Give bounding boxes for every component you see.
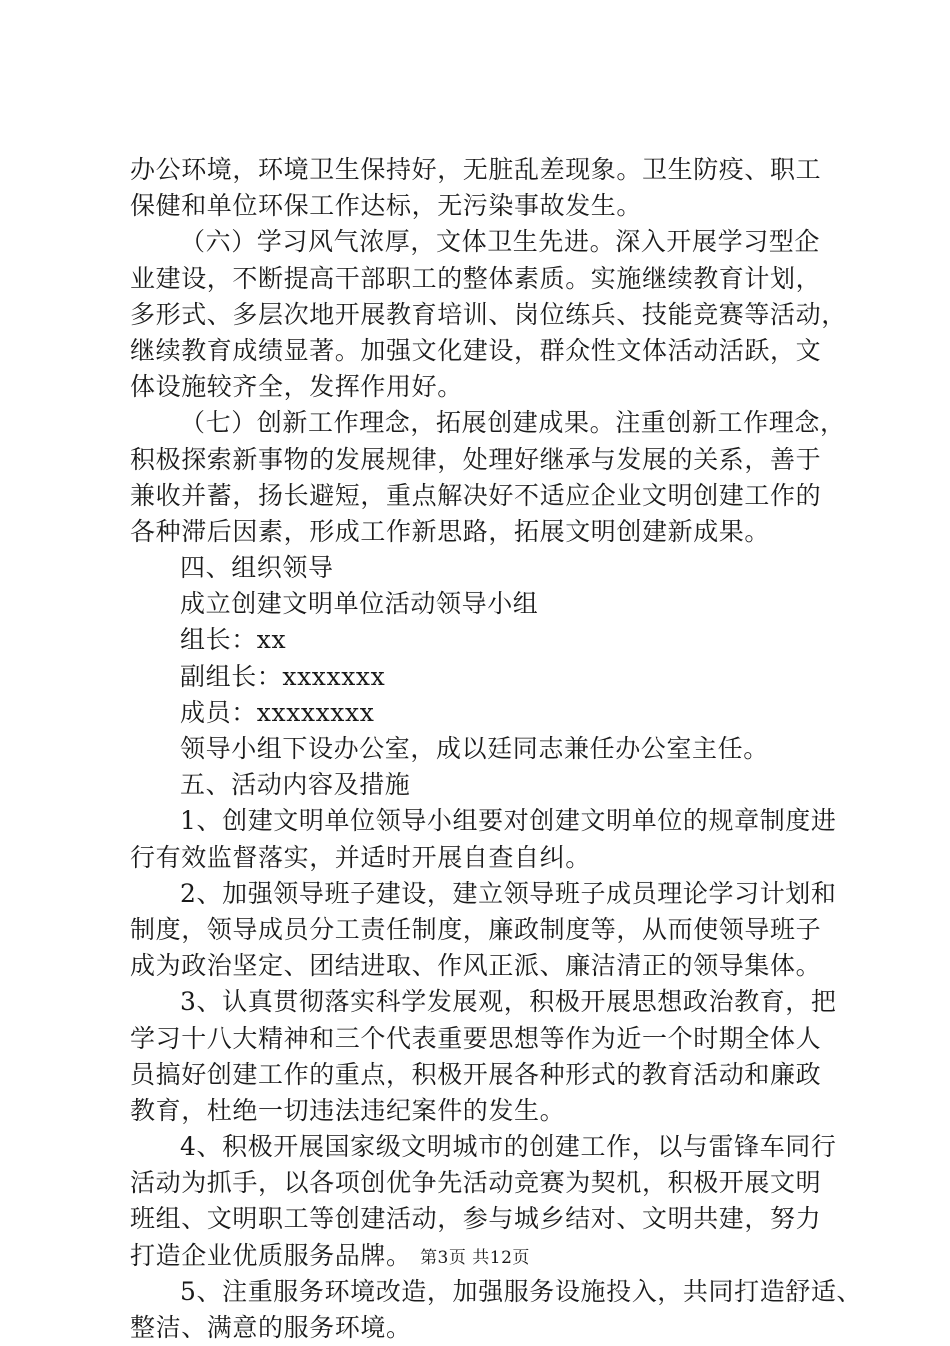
- text-line: 多形式、多层次地开展教育培训、岗位练兵、技能竞赛等活动，: [130, 299, 847, 329]
- text-line: 保健和单位环保工作达标，无污染事故发生。: [130, 191, 643, 221]
- document-body: [130, 152, 863, 1346]
- section-heading: 五、活动内容及措施: [180, 770, 411, 800]
- text-line: 体设施较齐全，发挥作用好。: [130, 372, 463, 402]
- text-line: 学习十八大精神和三个代表重要思想等作为近一个时期全体人: [130, 1023, 822, 1053]
- text-line: 成员：xxxxxxxx: [180, 697, 375, 727]
- text-line: 组长：xx: [180, 625, 287, 655]
- text-line: 2、加强领导班子建设，建立领导班子成员理论学习计划和: [180, 878, 837, 908]
- text-line: 积极探索新事物的发展规律，处理好继承与发展的关系，善于: [130, 444, 822, 474]
- text-line: 5、注重服务环境改造，加强服务设施投入，共同打造舒适、: [180, 1276, 863, 1306]
- text-line: 办公环境，环境卫生保持好，无脏乱差现象。卫生防疫、职工: [130, 155, 822, 184]
- text-line: 业建设，不断提高干部职工的整体素质。实施继续教育计划，: [130, 263, 822, 293]
- text-line: 3、认真贯彻落实科学发展观，积极开展思想政治教育，把: [180, 987, 837, 1017]
- text-line: （七）创新工作理念，拓展创建成果。注重创新工作理念，: [180, 408, 846, 438]
- text-line: 副组长：xxxxxxx: [180, 661, 386, 691]
- text-line: 成立创建文明单位活动领导小组: [180, 589, 539, 619]
- text-line: 教育，杜绝一切违法违纪案件的发生。: [130, 1095, 566, 1125]
- text-line: 员搞好创建工作的重点，积极开展各种形式的教育活动和廉政: [130, 1059, 822, 1089]
- text-line: 各种滞后因素，形成工作新思路，拓展文明创建新成果。: [130, 516, 771, 546]
- text-line: 1、创建文明单位领导小组要对创建文明单位的规章制度进: [180, 806, 837, 836]
- text-line: 活动为抓手，以各项创优争先活动竞赛为契机，积极开展文明: [130, 1168, 822, 1198]
- text-line: 整洁、满意的服务环境。: [130, 1313, 412, 1342]
- text-line: 行有效监督落实，并适时开展自查自纠。: [130, 842, 591, 872]
- text-line: 继续教育成绩显著。加强文化建设，群众性文体活动活跃，文: [130, 335, 822, 365]
- text-line: 打造企业优质服务品牌。: [130, 1240, 412, 1270]
- text-line: 兼收并蓄，扬长避短，重点解决好不适应企业文明创建工作的: [130, 480, 822, 510]
- page-number-footer: 第3页 共12页: [420, 1248, 530, 1268]
- text-line: （六）学习风气浓厚，文体卫生先进。深入开展学习型企: [180, 227, 821, 257]
- text-line: 领导小组下设办公室，成以廷同志兼任办公室主任。: [180, 734, 769, 763]
- text-line: 成为政治坚定、团结进取、作风正派、廉洁清正的领导集体。: [130, 951, 822, 981]
- text-line: 班组、文明职工等创建活动，参与城乡结对、文明共建，努力: [130, 1204, 822, 1234]
- text-line: 4、积极开展国家级文明城市的创建工作，以与雷锋车同行: [180, 1132, 837, 1162]
- text-line: 制度，领导成员分工责任制度，廉政制度等，从而使领导班子: [130, 914, 822, 944]
- section-heading: 四、组织领导: [180, 553, 334, 583]
